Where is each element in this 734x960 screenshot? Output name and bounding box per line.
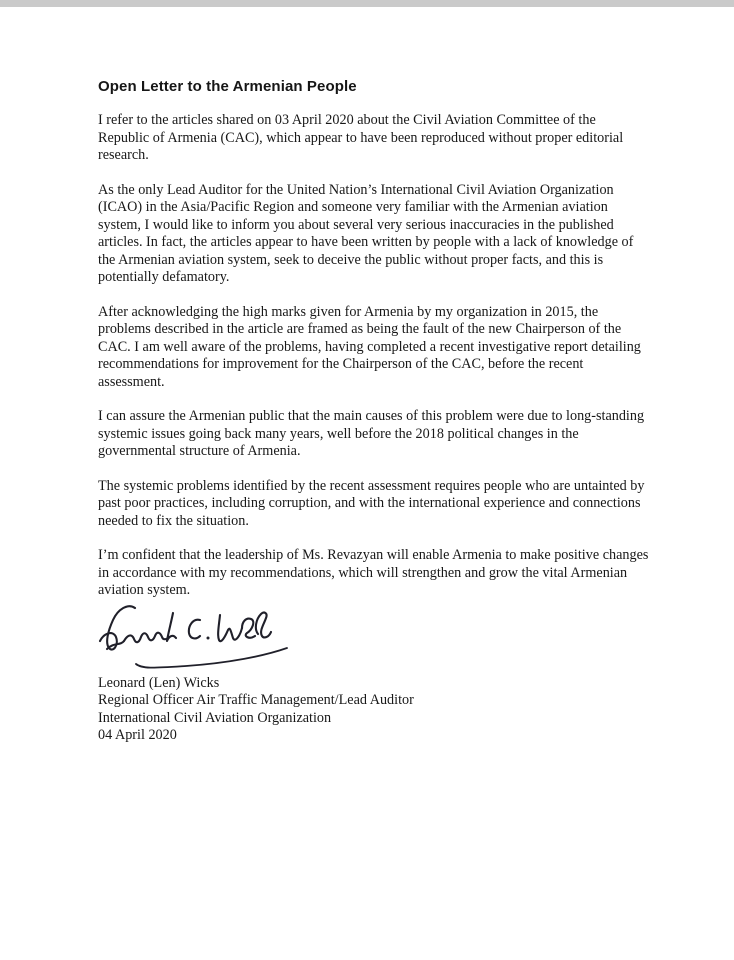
- paragraph-line: governmental structure of Armenia.: [98, 443, 301, 459]
- paragraph: [98, 112, 668, 165]
- letter-title: Open Letter to the Armenian People: [98, 78, 357, 95]
- paragraph: [98, 182, 668, 287]
- paragraph-line: potentially defamatory.: [98, 269, 230, 285]
- paragraph-line: articles. In fact, the articles appear to have been written by people with a lack of knowledge of: [98, 234, 634, 250]
- paragraph-line: I refer to the articles shared on 03 April 2020 about the Civil Aviation Committee of the: [98, 112, 596, 128]
- letter-body: [0, 7, 734, 745]
- signoff-line: 04 April 2020: [98, 727, 177, 743]
- top-edge-bar: [0, 0, 734, 7]
- letter-paragraphs: [98, 112, 668, 600]
- paragraph-line: Republic of Armenia (CAC), which appear to have been reproduced without proper editorial: [98, 129, 624, 146]
- paragraph: [98, 304, 668, 392]
- paragraph-line: problems described in the article are framed as being the fault of the new Chairperson of the: [98, 321, 622, 337]
- handwritten-signature: [94, 601, 294, 671]
- paragraph-line: assessment.: [98, 373, 165, 390]
- signoff-line: International Civil Aviation Organization: [98, 709, 332, 726]
- paragraph-line: system, I would like to inform you about several very serious inaccuracies in the published: [98, 216, 614, 233]
- signoff-line: Regional Officer Air Traffic Management/Lead Auditor: [98, 692, 414, 708]
- paragraph-line: As the only Lead Auditor for the United Nation’s International Civil Aviation Organization: [98, 181, 614, 198]
- paragraph: [98, 408, 668, 461]
- paragraph-line: The systemic problems identified by the recent assessment requires people who are untainted by: [98, 477, 645, 494]
- paragraph: [98, 478, 668, 531]
- signature-block: [98, 675, 668, 745]
- paragraph-line: After acknowledging the high marks given for Armenia by my organization in 2015, the: [98, 303, 599, 320]
- paragraph-line: in accordance with my recommendations, which will strengthen and grow the vital Armenian: [98, 564, 628, 581]
- paragraph-line: the Armenian aviation system, seek to deceive the public without proper facts, and this is: [98, 251, 604, 268]
- paragraph-line: past poor practices, including corruption, and with the international experience and connections: [98, 495, 641, 511]
- paragraph-line: CAC. I am well aware of the problems, having completed a recent investigative report detailing: [98, 338, 641, 355]
- paragraph-line: I’m confident that the leadership of Ms. Revazyan will enable Armenia to make positive changes: [98, 547, 649, 563]
- paragraph-line: (ICAO) in the Asia/Pacific Region and someone very familiar with the Armenian aviation: [98, 199, 608, 215]
- paragraph-line: aviation system.: [98, 582, 191, 598]
- paragraph: [98, 547, 668, 600]
- paragraph-line: systemic issues going back many years, well before the 2018 political changes in the: [98, 425, 579, 442]
- paragraph-line: recommendations for improvement for the Chairperson of the CAC, before the recent: [98, 356, 584, 372]
- signoff-line: Leonard (Len) Wicks: [98, 674, 220, 691]
- paragraph-line: I can assure the Armenian public that the main causes of this problem were due to long-standing: [98, 408, 645, 424]
- paragraph-line: needed to fix the situation.: [98, 512, 249, 529]
- paragraph-line: research.: [98, 147, 149, 163]
